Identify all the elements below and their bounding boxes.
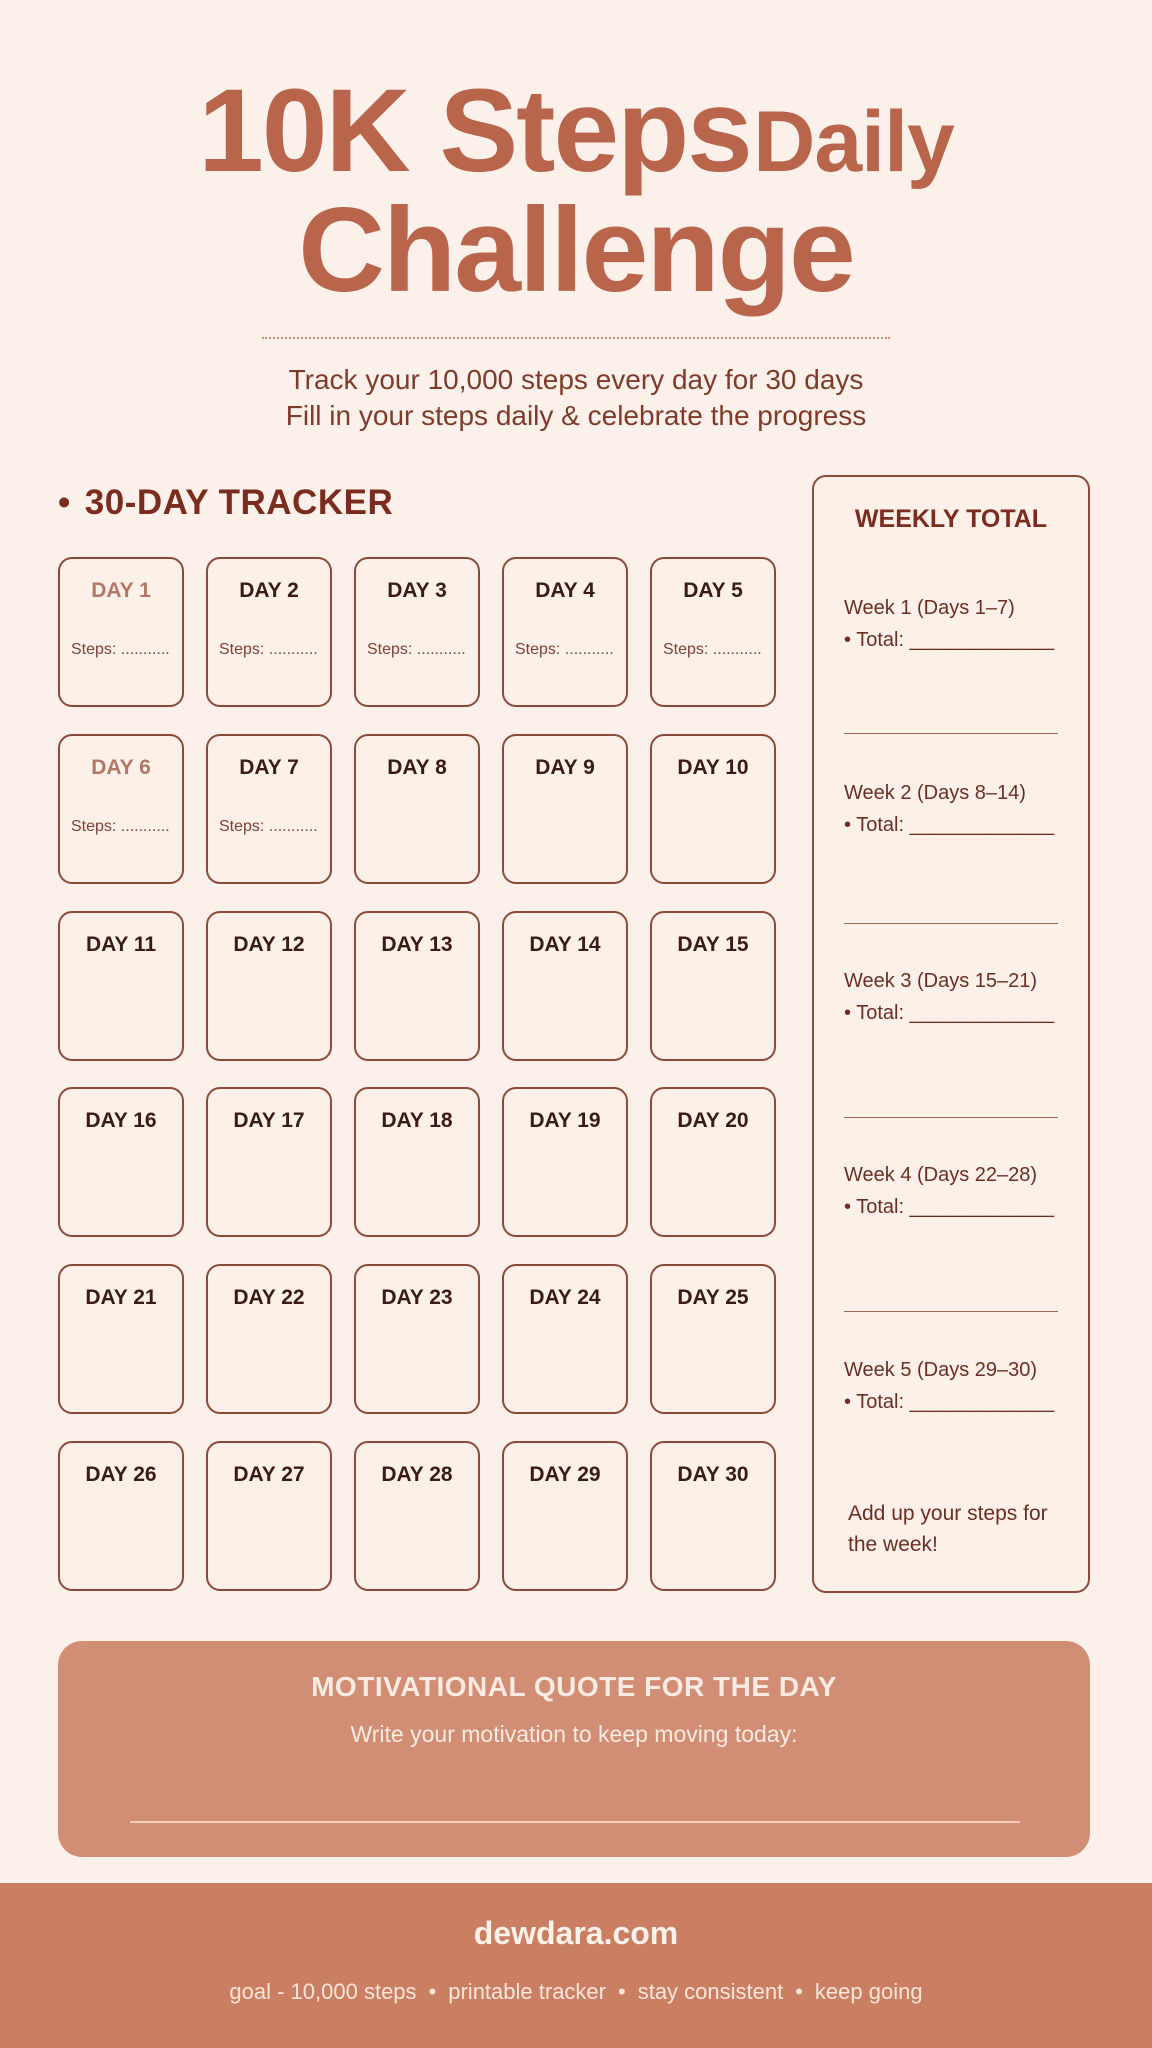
day-box[interactable] [58, 911, 184, 1061]
day-box[interactable] [58, 557, 184, 707]
footer-tag: printable tracker [448, 1979, 606, 2004]
week-divider [844, 733, 1058, 734]
weekly-total-title: WEEKLY TOTAL [854, 505, 1048, 533]
day-box[interactable] [206, 557, 332, 707]
bullet-icon: • [58, 483, 71, 522]
bullet-separator-icon: • [428, 1979, 437, 2004]
day-label: DAY 12 [233, 932, 305, 956]
day-box[interactable] [354, 1441, 480, 1591]
bullet-separator-icon: • [618, 1979, 626, 2004]
steps-field[interactable]: Steps: ........... [219, 817, 318, 835]
day-label: DAY 13 [381, 932, 453, 956]
motivational-quote-box [58, 1641, 1090, 1857]
day-box[interactable] [58, 1264, 184, 1414]
day-label: DAY 28 [381, 1463, 453, 1486]
title-daily: Daily [753, 94, 954, 190]
day-box[interactable] [502, 1441, 628, 1591]
day-label: DAY 10 [677, 755, 749, 779]
day-box[interactable] [354, 734, 480, 884]
day-box[interactable] [502, 911, 628, 1061]
title-divider [262, 337, 890, 339]
day-box[interactable] [502, 1264, 628, 1414]
weekly-total-panel [812, 475, 1090, 1593]
day-box[interactable] [206, 1441, 332, 1591]
day-box[interactable] [650, 1087, 776, 1237]
day-box[interactable] [502, 734, 628, 884]
weekly-note: Add up your steps for the week! [848, 1502, 1048, 1556]
footer-tag: goal - 10,000 steps [229, 1979, 417, 2004]
steps-field[interactable]: Steps: ........... [367, 641, 466, 658]
day-box[interactable] [650, 1264, 776, 1414]
steps-field[interactable]: Steps: ........... [71, 641, 170, 658]
day-label: DAY 14 [529, 932, 601, 956]
day-label: DAY 1 [91, 579, 151, 602]
footer [0, 1883, 1152, 2048]
day-label: DAY 19 [529, 1109, 601, 1133]
day-box[interactable] [58, 1087, 184, 1237]
day-box[interactable] [502, 1087, 628, 1237]
tracker-heading [58, 483, 393, 523]
day-label: DAY 5 [683, 579, 743, 602]
day-box[interactable] [58, 734, 184, 884]
day-box[interactable] [354, 911, 480, 1061]
day-box[interactable] [650, 734, 776, 884]
day-box[interactable] [354, 1087, 480, 1237]
week-total-field[interactable]: • Total: _____________ [844, 1002, 1055, 1024]
day-box[interactable] [206, 911, 332, 1061]
day-box[interactable] [650, 911, 776, 1061]
quote-title: MOTIVATIONAL QUOTE FOR THE DAY [311, 1671, 837, 1702]
footer-site: dewdara.com [473, 1915, 679, 1951]
day-label: DAY 25 [677, 1286, 749, 1310]
week-divider [844, 1311, 1058, 1312]
week-entry [844, 777, 1054, 841]
week-entry [844, 592, 1054, 656]
week-total-field[interactable]: • Total: _____________ [844, 1391, 1055, 1413]
day-label: DAY 21 [85, 1286, 157, 1310]
week-label: Week 4 (Days 22–28) [844, 1164, 1038, 1186]
day-label: DAY 20 [677, 1109, 749, 1133]
day-label: DAY 23 [381, 1286, 453, 1310]
title-challenge: Challenge [298, 183, 854, 317]
day-label: DAY 9 [535, 755, 595, 779]
day-label: DAY 30 [677, 1463, 749, 1486]
tracker-heading-text: 30-DAY TRACKER [84, 483, 394, 522]
day-label: DAY 4 [535, 579, 595, 602]
week-total-field[interactable]: • Total: _____________ [844, 1196, 1055, 1218]
day-box[interactable] [650, 557, 776, 707]
week-total-field[interactable]: • Total: _____________ [844, 629, 1055, 651]
day-label: DAY 6 [91, 755, 151, 779]
week-label: Week 1 (Days 1–7) [844, 597, 1015, 619]
day-label: DAY 11 [85, 932, 157, 956]
week-label: Week 2 (Days 8–14) [844, 782, 1026, 804]
title-line-1 [0, 65, 1152, 197]
day-box[interactable] [58, 1441, 184, 1591]
day-label: DAY 3 [387, 579, 447, 602]
steps-field[interactable]: Steps: ........... [219, 641, 318, 658]
day-label: DAY 27 [233, 1463, 305, 1486]
day-box[interactable] [206, 1264, 332, 1414]
day-box[interactable] [354, 1264, 480, 1414]
week-divider [844, 1117, 1058, 1118]
week-divider [844, 923, 1058, 924]
steps-field[interactable]: Steps: ........... [663, 641, 762, 658]
day-box[interactable] [206, 734, 332, 884]
steps-field[interactable]: Steps: ........... [515, 641, 614, 658]
week-entry [844, 1159, 1054, 1223]
title-main: 10K Steps [198, 65, 751, 197]
week-label: Week 5 (Days 29–30) [844, 1359, 1038, 1381]
day-label: DAY 15 [677, 932, 749, 956]
week-entry [844, 965, 1054, 1029]
footer-tag: stay consistent [637, 1979, 784, 2004]
steps-field[interactable]: Steps: ........... [71, 817, 170, 835]
day-label: DAY 17 [233, 1109, 305, 1133]
week-total-field[interactable]: • Total: _____________ [844, 814, 1055, 836]
day-label: DAY 7 [239, 755, 299, 779]
footer-tags [0, 1979, 1152, 2005]
day-box[interactable] [206, 1087, 332, 1237]
subtitle-line-1: Track your 10,000 steps every day for 30 days [288, 364, 864, 395]
subtitle-line-2: Fill in your steps daily & celebrate the progress [285, 400, 867, 431]
day-box[interactable] [650, 1441, 776, 1591]
day-label: DAY 22 [233, 1286, 305, 1310]
bullet-separator-icon: • [795, 1979, 803, 2004]
day-box[interactable] [502, 557, 628, 707]
week-entry [844, 1354, 1054, 1418]
day-label: DAY 24 [529, 1286, 601, 1310]
subtitle [0, 362, 1152, 434]
quote-subtitle: Write your motivation to keep moving today: [350, 1721, 798, 1747]
day-label: DAY 2 [239, 579, 299, 602]
day-label: DAY 18 [381, 1109, 453, 1133]
quote-write-line[interactable] [130, 1821, 1020, 1823]
day-label: DAY 26 [85, 1463, 157, 1486]
week-label: Week 3 (Days 15–21) [844, 970, 1038, 992]
day-label: DAY 16 [85, 1109, 157, 1133]
footer-tag: keep going [814, 1979, 923, 2004]
day-label: DAY 29 [529, 1463, 601, 1486]
day-box[interactable] [354, 557, 480, 707]
day-label: DAY 8 [387, 755, 447, 779]
